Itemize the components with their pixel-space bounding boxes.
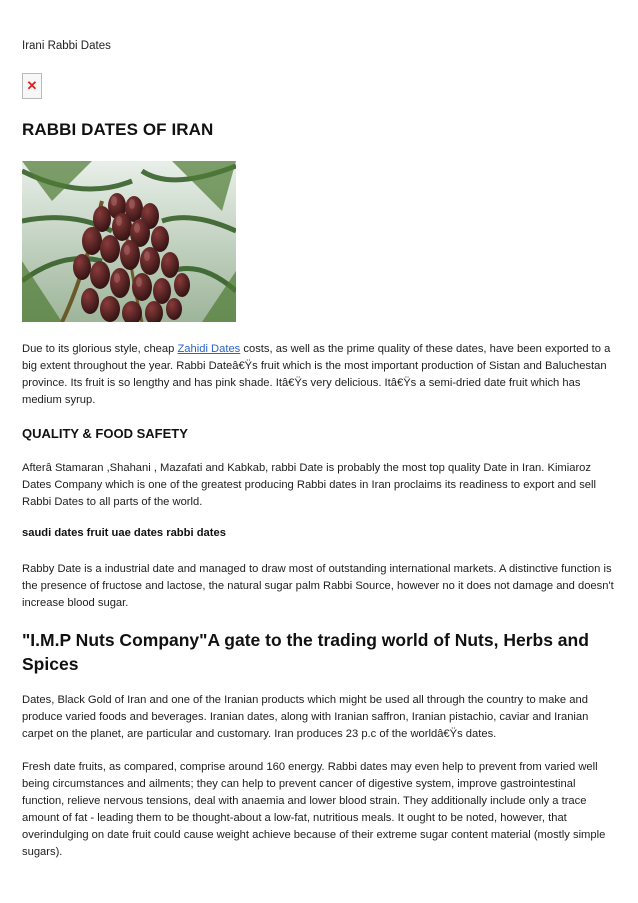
intro-text-end: costs, as well as the prime quality of these dates, have been exported to a big extent throughout the year. Rabbi Dateâ€Ÿs fruit which is the most important production of Sistan and Baluchestan province. Its fruit is so lengthy and has pink shade. Itâ€Ÿs very delicious. Itâ€Ÿs a semi-dried date fruit which has medium syrup.: [22, 343, 611, 406]
tags-heading: saudi dates fruit uae dates rabbi dates: [22, 527, 226, 539]
intro-text-start: Due to its glorious style, cheap: [22, 343, 178, 355]
rabby-paragraph: Rabby Date is a industrial date and managed to draw most of outstanding international markets. A distinctive function is the presence of fructose and lactose, the natural sugar palm Rabbi Source, however no it does not damage and doesn't increase blood sugar.: [22, 563, 614, 609]
health-paragraph: Fresh date fruits, as compared, comprise around 160 energy. Rabbi dates may even help to prevent from varied well being circumstances and ailments; they can help to prevent cancer of digestive system, improve gastrointestinal function, relieve nervous tensions, deal with anaemia and lower blood strain. They additionally include only a trace amount of fat - leading them to be thought-about a low-fat, nutritious meals. It ought to be noted, however, that overindulging on date fruit could cause weight achieve because of their extreme sugar content material (mostly simple sugars).: [22, 761, 606, 858]
dates-cluster-image: [22, 161, 236, 322]
black-gold-paragraph: Dates, Black Gold of Iran and one of the Iranian products which might be used all through the country to make and produce varied foods and beverages. Iranian dates, along with Iranian saffron, Iranian pistachio, caviar and Iranian carpet on the planet, are particular and customary. Iran produces 23 p.c of the worldâ€Ÿs dates.: [22, 694, 589, 740]
broken-image-icon: [22, 73, 42, 99]
quality-paragraph: Afterâ Stamaran ,Shahani , Mazafati and Kabkab, rabbi Date is probably the most top quality Date in Iran. Kimiaroz Dates Company which is one of the greatest producing Rabbi dates in Iran proclaims its readiness to export and sell Rabbi Dates to all parts of the world.: [22, 462, 596, 508]
intro-paragraph: [22, 341, 616, 409]
document-title: Irani Rabbi Dates: [22, 40, 111, 52]
quality-heading: QUALITY & FOOD SAFETY: [22, 426, 188, 441]
rabbi-dates-photo: [22, 161, 236, 322]
close-icon: ✕: [26, 78, 38, 93]
page-title: RABBI DATES OF IRAN: [22, 120, 214, 139]
zahidi-dates-link[interactable]: Zahidi Dates: [177, 343, 241, 355]
imp-heading: "I.M.P Nuts Company"A gate to the trading world of Nuts, Herbs and Spices: [22, 630, 589, 674]
